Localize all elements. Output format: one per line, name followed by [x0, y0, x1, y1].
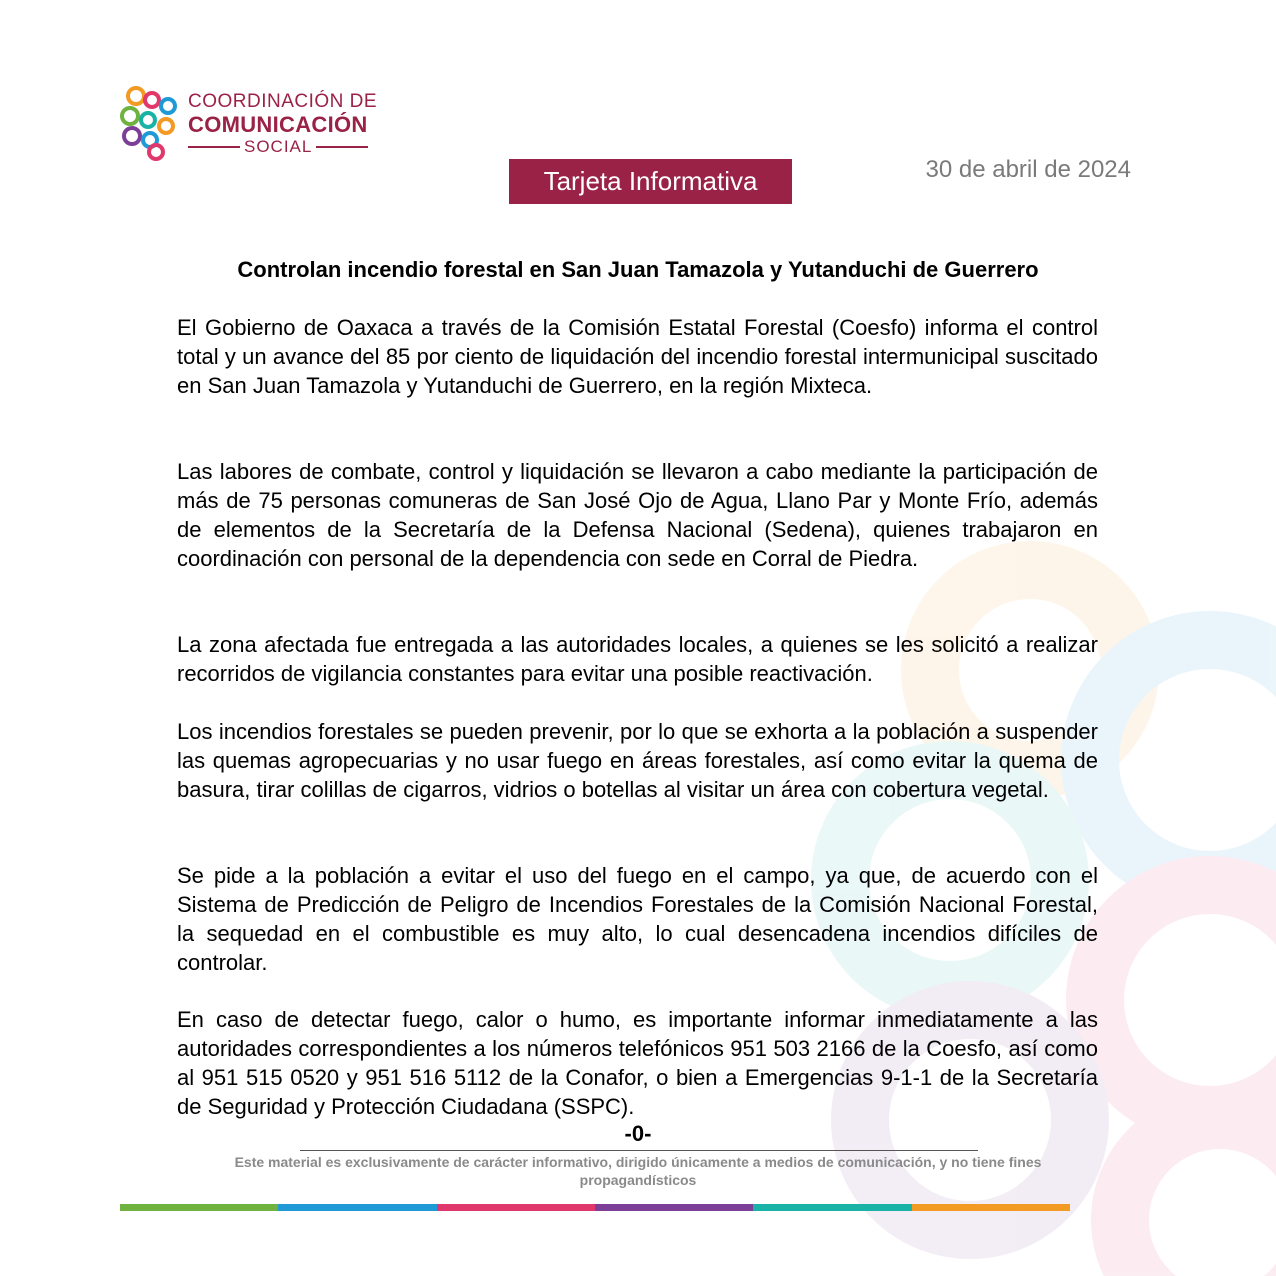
logo-mark-icon [118, 84, 180, 162]
footer-divider [300, 1150, 978, 1151]
logo-right-rule [316, 146, 368, 148]
color-bar-segment [278, 1204, 436, 1211]
color-bar-segment [595, 1204, 753, 1211]
paragraph-4: Los incendios forestales se pueden prevenir, por lo que se exhorta a la población a suspender las quemas agropecuarias y no usar fuego en áreas forestales, así como evitar la quema de basura, tirar colillas de cigarros, vidrios o botellas al visitar un área con cobertura vegetal. [177, 719, 1098, 802]
document-date: 30 de abril de 2024 [925, 156, 1131, 183]
logo-line-3-text: SOCIAL [244, 137, 313, 156]
footer-disclaimer: Este material es exclusivamente de carácter informativo, dirigido únicamente a medios de comunicación, y no tiene fines propagandísticos [234, 1154, 1042, 1188]
logo-line-2: COMUNICACIÓN [188, 112, 368, 137]
footer-color-bar [120, 1204, 1070, 1211]
logo-text [188, 92, 377, 155]
color-bar-segment [912, 1204, 1070, 1211]
logo-line-3 [188, 138, 377, 155]
paragraph-6: En caso de detectar fuego, calor o humo, es importante informar inmediatamente a las autoridades correspondientes a los números telefónicos 951 503 2166 de la Coesfo, así como al 951 515 0520 y 951 516 5112 de la Conafor, o bien a Emergencias 9-1-1 de la Secretaría de Seguridad y Protección Ciudadana (SSPC). [177, 1007, 1098, 1119]
document-type-badge: Tarjeta Informativa [509, 159, 792, 204]
color-bar-segment [753, 1204, 911, 1211]
paragraph-5: Se pide a la población a evitar el uso del fuego en el campo, ya que, de acuerdo con el Sistema de Predicción de Peligro de Incendios Forestales de la Comisión Nacional Forestal, la sequedad en el combustible es muy alto, lo cual desencadena incendios difíciles de controlar. [177, 863, 1098, 975]
end-mark: -0- [624, 1121, 652, 1146]
logo-left-rule [188, 146, 240, 148]
paragraph-3: La zona afectada fue entregada a las autoridades locales, a quienes se les solicitó a realizar recorridos de vigilancia constantes para evitar una posible reactivación. [177, 632, 1098, 686]
color-bar-segment [120, 1204, 278, 1211]
article-title: Controlan incendio forestal en San Juan Tamazola y Yutanduchi de Guerrero [237, 257, 1039, 282]
org-logo [118, 84, 398, 164]
color-bar-segment [437, 1204, 595, 1211]
logo-line-1: COORDINACIÓN DE [188, 91, 378, 112]
paragraph-1: El Gobierno de Oaxaca a través de la Comisión Estatal Forestal (Coesfo) informa el control total y un avance del 85 por ciento de liquidación del incendio forestal intermunicipal suscitado en San Juan Tamazola y Yutanduchi de Guerrero, en la región Mixteca. [177, 315, 1098, 398]
paragraph-2: Las labores de combate, control y liquidación se llevaron a cabo mediante la participación de más de 75 personas comuneras de San José Ojo de Agua, Llano Par y Monte Frío, además de elementos de la Secretaría de la Defensa Nacional (Sedena), quienes trabajaron en coordinación con personal de la dependencia con sede en Corral de Piedra. [177, 459, 1098, 571]
